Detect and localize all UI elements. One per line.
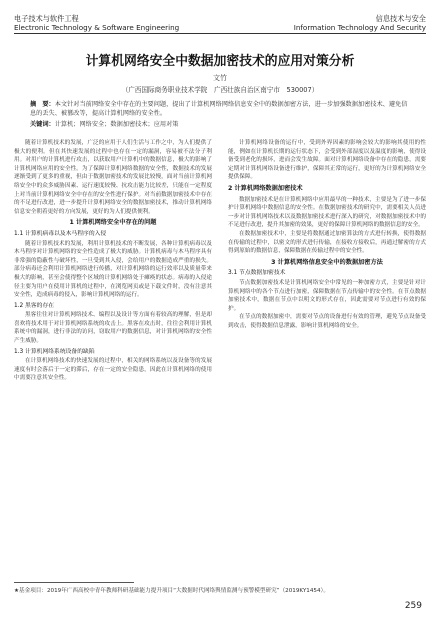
body-paragraph: 随着计算机技术的发展，利用计算机技术的不断发展，各种计算机病毒以及木马程序对计算机网络的安全性造成了极大的威胁。计算机病毒与木马程序具有非常强的隐蔽性与破坏性，一旦受到其入侵，会给用户的数据造成严重的损失。部分病毒还会利用计算机网络进行传播，对计算机网络的运行效率以及质量带来极大的影响，甚至会使得整个区域的计算机网络处于瘫痪的状态。病毒的入侵途径主要为用户在使用计算机的过程中，在浏览网页或是下载文件时，没有注意其安全性，造成病毒的侵入，影响计算机网络的运行。	[14, 240, 212, 299]
section-heading: 3 计算机网络信息安全中的数据加密方法	[271, 258, 383, 266]
section-heading: 2 计算机网络数据加密技术	[228, 184, 303, 192]
journal-header	[14, 14, 179, 32]
section-header	[294, 14, 426, 32]
body-paragraph: 黑客往往对计算机网络技术、编程以及设计等方面有着较高的理解，但是却喜欢将技术用于对计算机网络系统的攻击上。黑客在攻击时，往往会利用计算机系统中的漏洞，进行非法的访问，窃取用户的数据信息，对计算机网络的安全性产生威胁。	[14, 312, 212, 345]
keywords-label: 关键词：	[30, 121, 55, 128]
keywords-text: 计算机；网络安全；数据加密技术；应用对策	[54, 121, 179, 128]
funding-footnote: ★基金项目：2019年广西高校中青年教师科研基础能力提升项目“大数据时代网络舆情监测与预警模型研究”（2019KY1454）。	[14, 588, 329, 594]
abstract-text: 本文针对当前网络安全中存在的主要问题，提出了计算机网络网络信息安全中的数据加密方法，进一步加强数据加密技术、避免信息的丢失、被篡改等，提高计算机网络的安全性。	[30, 101, 408, 117]
subsection-heading: 1.2 黑客的存在	[14, 302, 55, 309]
author-name: 文竹	[213, 74, 227, 82]
author-affiliation: （广西国际商务职业技术学院 广西壮族自治区南宁市 530007）	[121, 86, 319, 94]
section-title-en: Information Technology And Security	[293, 23, 426, 32]
body-paragraph: 在节点的数据加密中，需要对节点的设备进行有效的管理，避免节点设备受到攻击，使得数据信息泄露，影响计算机网络的安全。	[228, 314, 426, 329]
body-paragraph: 节点数据加密技术是计算机网络安全中常见的一种加密方式，主要是针对计算机网络中的各个节点进行加密，保障数据在节点传输中的安全性。在节点数据加密技术中，数据在节点中以明文的形式存在，因此需要对节点进行有效的保护。	[228, 279, 426, 312]
footnote-divider	[14, 582, 134, 583]
right-column	[228, 139, 426, 330]
body-paragraph: 随着计算机技术的发展，广泛的应用于人们生活与工作之中，为人们提供了极大的便利。但在其快速发展的过程中也存在一定的漏洞，容易被不法分子利用。对用户的计算机进行攻击，以获取用户计算机中的数据信息，极大的影响了计算机网络应用的安全性。为了保障计算机网络数据的安全性，数据技术的发展逐渐受到了更多的重视，但由于数据加密技术的发展比较慢，面对当前计算机网络安全中的众多威胁因素、运行速度较慢、抗攻击能力比较差，只能在一定程度上对当前计算机网络安全中存在的安全性进行保护。对当前数据加密技术中存在的不足进行改进，进一步提升计算机网络安全的数据加密技术，推动计算机网络信息安全朝着更好的方向发展，更好的为人们提供便利。	[14, 140, 212, 215]
section-heading: 1 计算机网络安全中存在的问题	[69, 219, 157, 227]
subsection-heading: 1.1 计算机病毒以及木马程序的入侵	[14, 230, 107, 237]
page-number: 259	[404, 601, 422, 611]
subsection-heading: 3.1 节点数据加密技术	[228, 270, 286, 277]
abstract	[30, 100, 410, 118]
body-paragraph: 在计算机网络技术的快速发展的过程中，相关的网络系统以及设备等的发展速度有时会落后于一定的滞后，存在一定的安全隐患，因此在计算机网络的使用中需要注意其安全性。	[14, 358, 212, 382]
abstract-block	[30, 100, 410, 129]
section-title-cn: 信息技术与安全	[375, 14, 426, 23]
journal-title-cn: 电子技术与软件工程	[14, 14, 79, 23]
left-column	[14, 139, 212, 383]
body-paragraph: 数据加密技术是在计算机网络中应用最早的一种技术，主要是为了进一步保护计算机网络中数据信息的安全性。在数据加密技术的研究中，需要相关人员进一步对计算机网络技术以及数据加密技术进行深入的研究，对数据加密技术中的不足进行改进，提升其加密的效果，更好的保障计算机网络的数据信息的安全。	[228, 196, 426, 229]
paper-title: 计算机网络安全中数据加密技术的应用对策分析	[85, 54, 355, 69]
subsection-heading: 1.3 计算机网络系统设备的缺陷	[14, 348, 95, 355]
journal-title-en: Electronic Technology & Software Engineering	[14, 23, 180, 32]
keywords	[30, 120, 410, 129]
abstract-label: 摘 要：	[30, 101, 55, 108]
body-paragraph: 在数据加密技术中，主要是将数据通过加密算法的方式进行转换，使得数据在传输的过程中，以密文的形式进行传输，在接收方接收后，再通过解密的方式得到原始的数据信息，保障数据在传输过程中的安全性。	[228, 230, 426, 255]
body-paragraph: 计算机网络设备的运行中，受到外界因素的影响会较大的影响其使用的性能，例如在计算机长期的运行状态下，会受到外部湿度以及温度的影响，使得设备受到老化的损坏，进而会发生故障。面对计算机网络设备中存在的隐患，需要定期对计算机网络设备进行维护，保障其正常的运行，更好的为计算机网络安全提供保障。	[228, 140, 426, 181]
header-divider	[14, 33, 426, 34]
